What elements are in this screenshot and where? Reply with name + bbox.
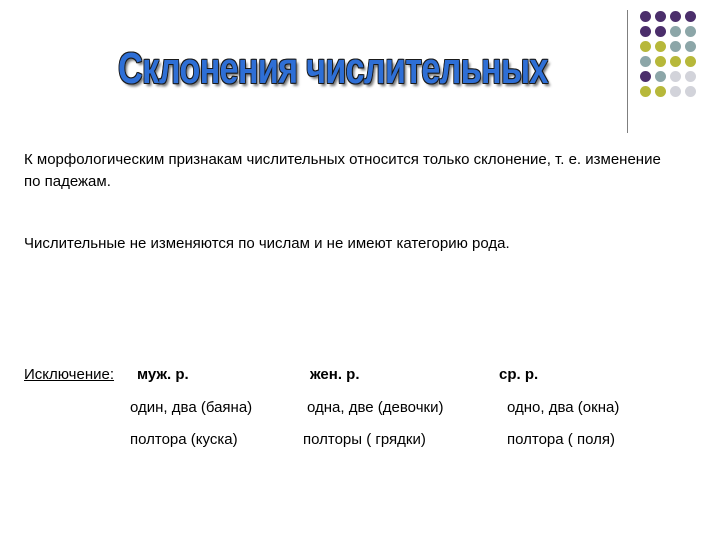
decorative-dot xyxy=(640,11,651,22)
divider-line xyxy=(627,10,628,133)
paragraph-morphology: К морфологическим признакам числительных относится только склонение, т. е. изменение по падежам. xyxy=(24,151,661,190)
column-header-neuter: ср. р. xyxy=(499,366,539,383)
decorative-dot xyxy=(670,26,681,37)
decorative-dot xyxy=(685,71,696,82)
decorative-dot xyxy=(670,71,681,82)
decorative-dot xyxy=(655,86,666,97)
decorative-dot xyxy=(685,41,696,52)
decorative-dot xyxy=(670,41,681,52)
neuter-example-2: полтора ( поля) xyxy=(507,431,615,448)
decorative-dot xyxy=(640,26,651,37)
column-header-feminine: жен. р. xyxy=(310,366,360,383)
decorative-dot xyxy=(685,56,696,67)
decorative-dot xyxy=(670,56,681,67)
feminine-example-2: полторы ( грядки) xyxy=(303,431,426,448)
decorative-dot xyxy=(640,86,651,97)
decorative-dot xyxy=(670,11,681,22)
slide-title: Склонения числительных xyxy=(118,44,548,93)
decorative-dot xyxy=(670,86,681,97)
masculine-example-1: один, два (баяна) xyxy=(130,399,253,416)
decorative-dot xyxy=(640,56,651,67)
decorative-dot xyxy=(640,41,651,52)
column-header-masculine: муж. р. xyxy=(137,366,189,383)
exception-label: Исключение: xyxy=(24,366,115,383)
dot-grid-decoration xyxy=(640,11,697,98)
decorative-dot xyxy=(640,71,651,82)
decorative-dot xyxy=(685,26,696,37)
decorative-dot xyxy=(655,11,666,22)
feminine-example-1: одна, две (девочки) xyxy=(307,399,444,416)
masculine-example-2: полтора (куска) xyxy=(130,431,238,448)
decorative-dot xyxy=(655,41,666,52)
decorative-dot xyxy=(655,56,666,67)
paragraph-number-gender: Числительные не изменяются по числам и не имеют категорию рода. xyxy=(24,235,510,252)
neuter-example-1: одно, два (окна) xyxy=(507,399,620,416)
decorative-dot xyxy=(685,86,696,97)
decorative-dot xyxy=(655,71,666,82)
decorative-dot xyxy=(685,11,696,22)
decorative-dot xyxy=(655,26,666,37)
